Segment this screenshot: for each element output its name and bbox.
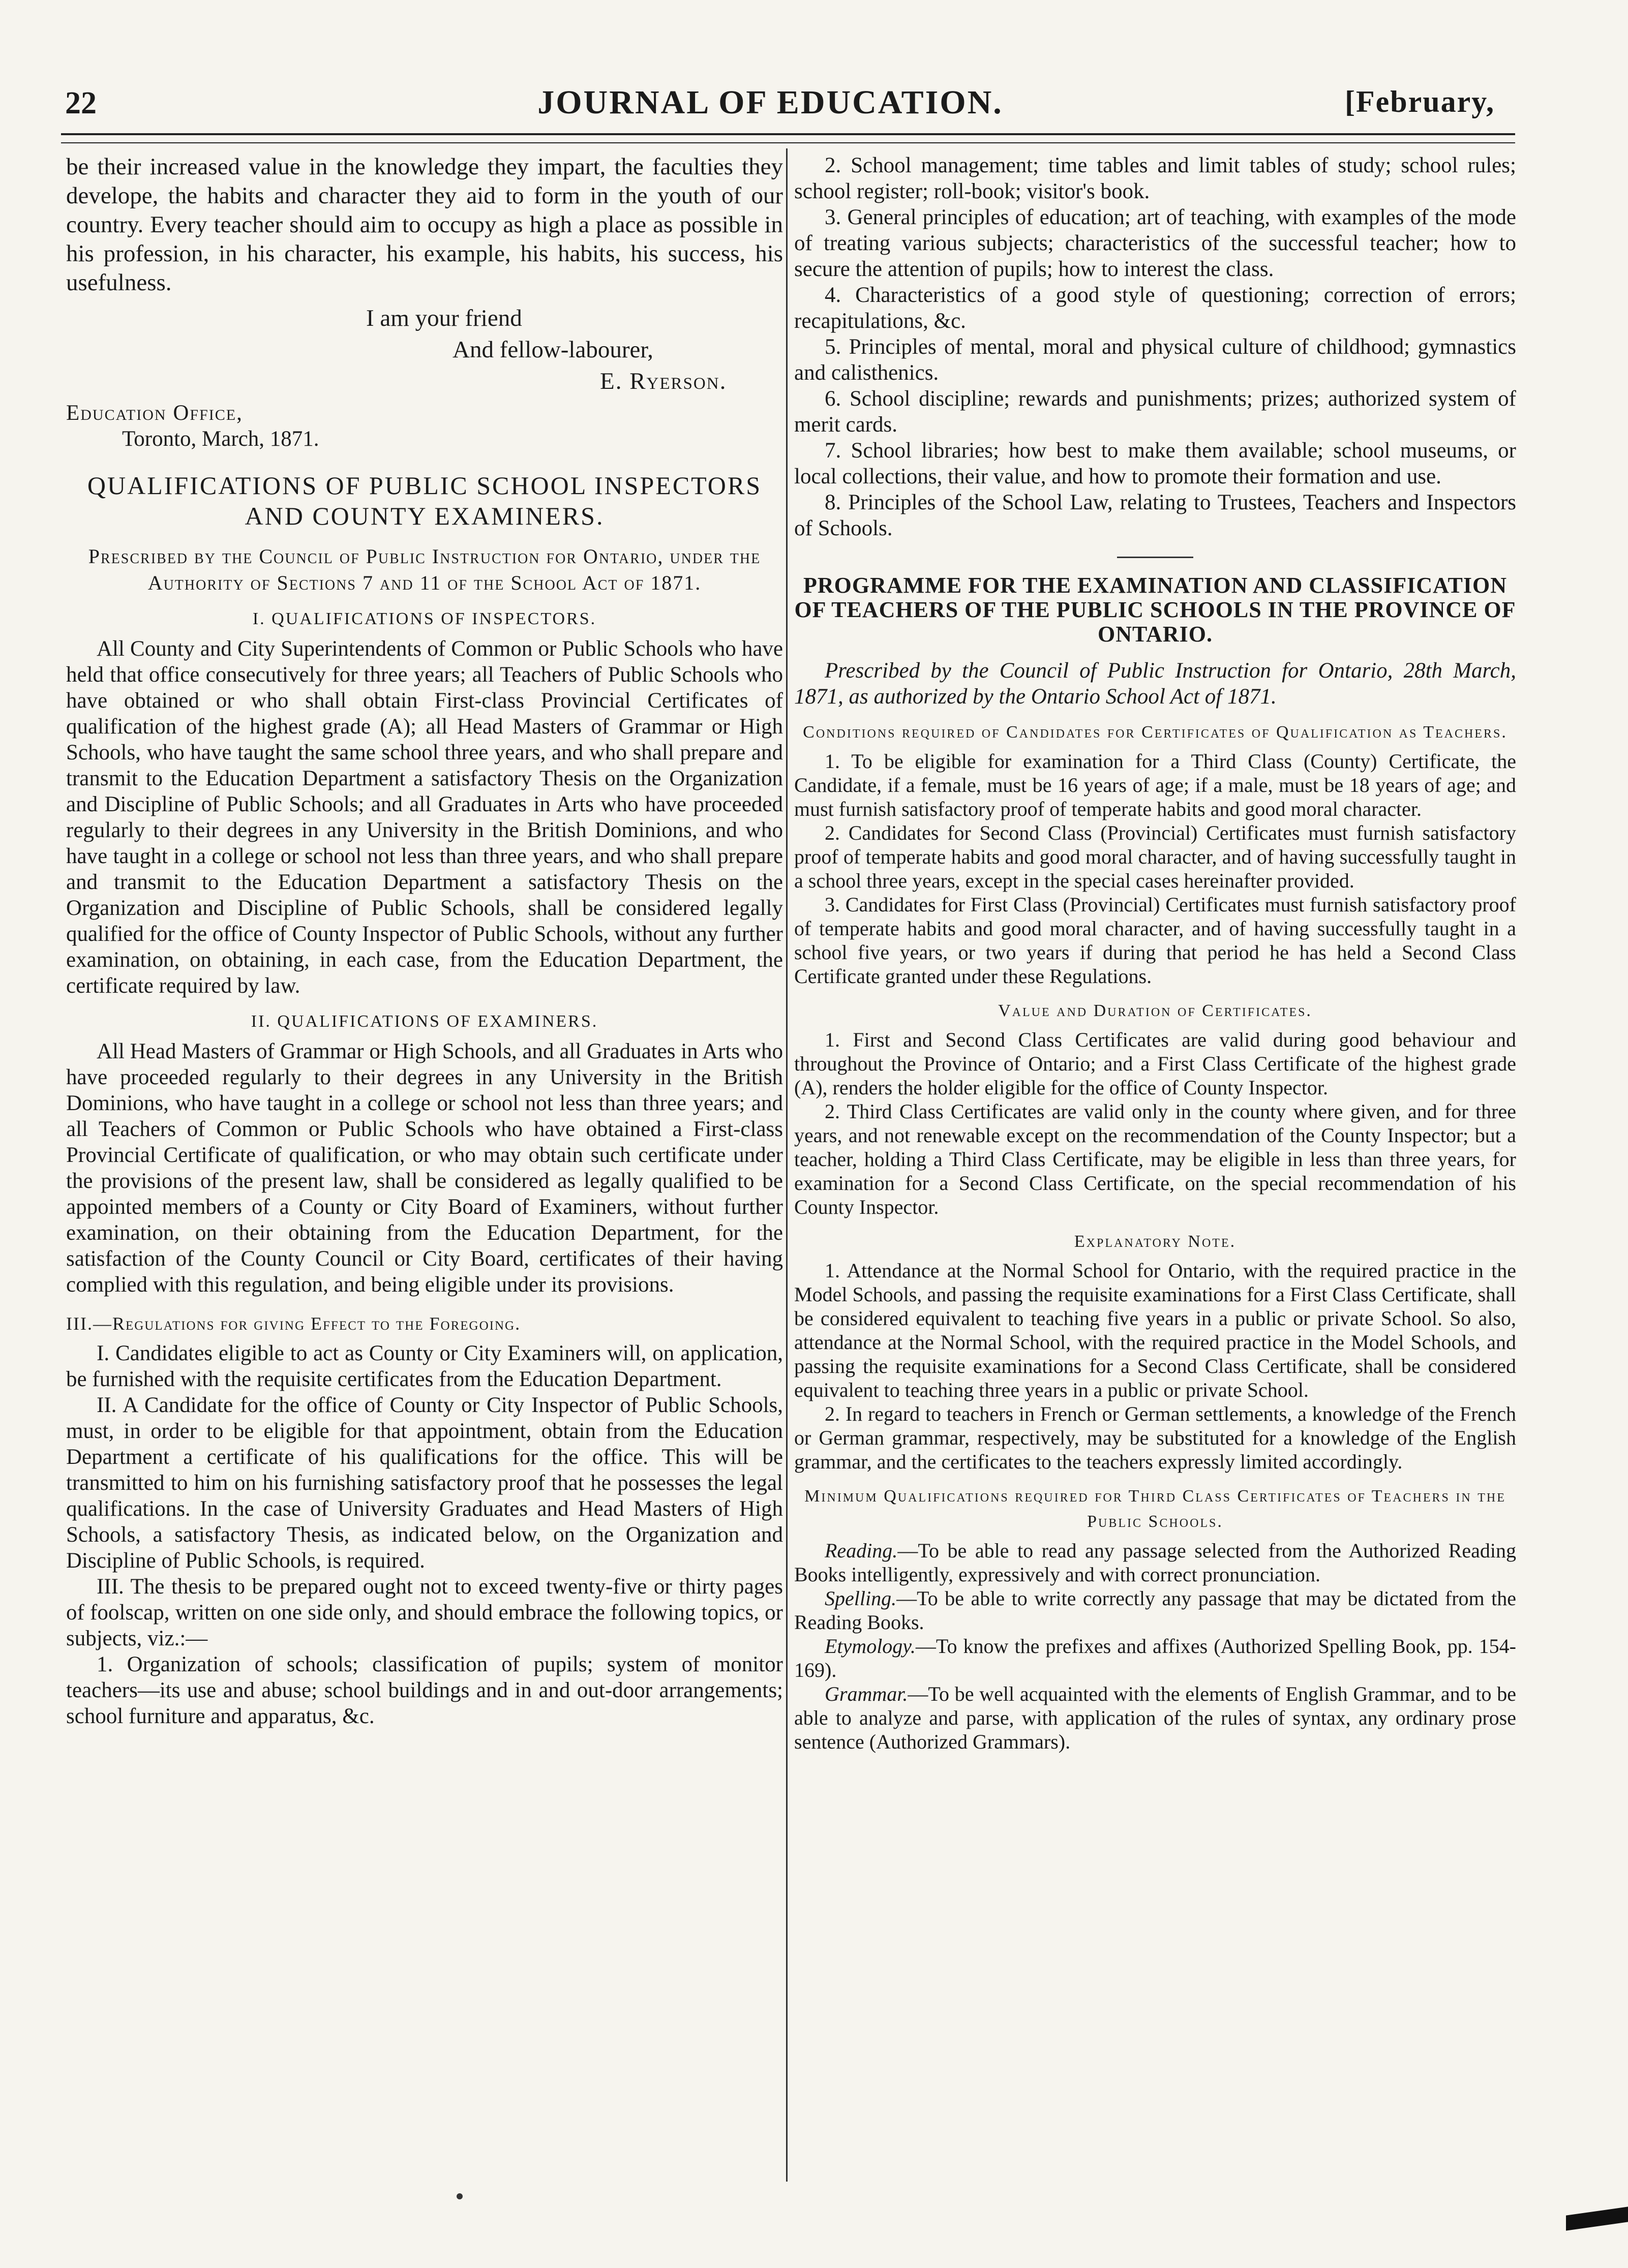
regulation-1: I. Candidates eligible to act as County or City Examiners will, on application, be furnished with the requisite certificates from the Education Department. — [66, 1341, 783, 1391]
closing-line-1: I am your friend — [366, 305, 522, 331]
section-title: QUALIFICATIONS OF PUBLIC SCHOOL INSPECTORS AND COUNTY EXAMINERS. — [87, 471, 762, 530]
page-header — [46, 76, 1495, 132]
journal-title: JOURNAL OF EDUCATION. — [537, 84, 1003, 121]
programme-prescribed: Prescribed by the Council of Public Instruction for Ontario, 28th March, 1871, as authorized by the Ontario School Act of 1871. — [794, 659, 1516, 709]
office-name: Education Office, — [66, 401, 243, 425]
scan-edge-mark — [1566, 2206, 1628, 2230]
paragraph-examiners: All Head Masters of Grammar or High Schools, and all Graduates in Arts who have proceeded regularly to their degrees in any University in the British Dominions, who have taught in a college or school not less than three years; and all Teachers of Common or Public Schools who have obtained a First-class Provincial Certificate of qualification, or who may obtain such certificate under the provisions of the present law, shall be considered as legally qualified to be appointed members of a County or City Board of Examiners, without further examination, on their obtaining from the Education Department, for the satisfaction of the County Council or City Board, certificates of their having complied with this regulation, and being eligible under its provisions. — [66, 1039, 783, 1297]
value-2: 2. Third Class Certificates are valid only in the county where given, and for three years, and not renewable except on the recommendation of the County Inspector; but a teacher, holding a Third Class Certificate, may be eligible in less than three years, for examination for a Second Class Certificate, on the special recommendation of his County Inspector. — [794, 1100, 1516, 1218]
left-column — [66, 152, 783, 1729]
programme-title: PROGRAMME FOR THE EXAMINATION AND CLASSIFICATION OF TEACHERS OF THE PUBLIC SCHOOLS IN THE PROVINCE OF ONTARIO. — [794, 573, 1516, 647]
note-2: 2. In regard to teachers in French or German settlements, a knowledge of the French or German grammar, respectively, may be substituted for a knowledge of the English grammar, and the certificates to the teachers expressly limited accordingly. — [794, 1402, 1516, 1473]
condition-1: 1. To be eligible for examination for a Third Class (County) Certificate, the Candidate, if a female, must be 16 years of age; if a male, must be 18 years of age; and must furnish satisfactory proof of temperate habits and good moral character. — [794, 750, 1516, 820]
grammar-label: Grammar. — [825, 1682, 908, 1705]
signature-name: E. Ryerson. — [600, 368, 727, 394]
etymology-label: Etymology. — [825, 1635, 916, 1658]
office-block — [66, 400, 783, 452]
subhead-regulations: III.—Regulations for giving Effect to the Foregoing. — [66, 1313, 521, 1334]
prescribed-note: Prescribed by the Council of Public Instruction for Ontario, under the Authority of Sections 7 and 11 of the School Act of 1871. — [88, 545, 761, 594]
issue-month: [February, — [1345, 85, 1495, 118]
spelling-label: Spelling. — [825, 1587, 897, 1610]
closing-block — [66, 302, 783, 397]
grammar-text: —To be well acquainted with the elements of English Grammar, and to be able to analyze and parse, with application of the rules of syntax, any ordinary prose sentence (Authorized Grammars). — [794, 1682, 1516, 1753]
regulation-3: III. The thesis to be prepared ought not to exceed twenty-five or thirty pages of foolscap, written on one side only, and should embrace the following topics, or subjects, viz.:— — [66, 1575, 783, 1650]
reading-requirement — [794, 1539, 1516, 1586]
thesis-topic-3: 3. General principles of education; art of teaching, with examples of the mode of treating various subjects; characteristics of the successful teacher; how to secure the attention of pupils; how to interest the class. — [794, 205, 1516, 281]
thesis-topic-8: 8. Principles of the School Law, relating to Trustees, Teachers and Inspectors of Schools. — [794, 491, 1516, 540]
thesis-topic-5: 5. Principles of mental, moral and physical culture of childhood; gymnastics and calisthenics. — [794, 335, 1516, 385]
reading-text: —To be able to read any passage selected from the Authorized Reading Books intelligently, expressively and with correct pronunciation. — [794, 1539, 1516, 1586]
page-dot — [457, 2193, 463, 2199]
note-1: 1. Attendance at the Normal School for Ontario, with the required practice in the Model Schools, and passing the requisite examinations for a First Class Certificate, shall be considered equivalent to teaching five years in a public or private School. So also, attendance at the Normal School, with the required practice in the Model Schools, and passing the requisite examinations for a Second Class Certificate, shall be considered equivalent to teaching three years in a public or private School. — [794, 1259, 1516, 1401]
thesis-topic-2: 2. School management; time tables and limit tables of study; school rules; school register; roll-book; visitor's book. — [794, 154, 1516, 203]
paragraph-inspectors: All County and City Superintendents of Common or Public Schools who have held that office consecutively for three years; all Teachers of Public Schools who have obtained or who shall obtain First-class Provincial Certificates of qualification of the highest grade (A); all Head Masters of Grammar or High Schools, who have taught the same school three years, and who shall prepare and transmit to the Education Department a satisfactory Thesis on the Organization and Discipline of Public Schools; and all Graduates in Arts who have proceeded regularly to their degrees in any University in the British Dominions, and who have taught in a college or school not less than three years, and who shall prepare and transmit to the Education Department a satisfactory Thesis on the Organization and Discipline of Public Schools, shall be considered legally qualified for the office of County Inspector of Public Schools, without any further examination, on obtaining, in each case, from the Education Department, the certificate required by law. — [66, 637, 783, 998]
closing-line-2: And fellow-labourer, — [453, 336, 653, 363]
etymology-text: —To know the prefixes and affixes (Authorized Spelling Book, pp. 154-169). — [794, 1635, 1516, 1681]
grammar-requirement — [794, 1682, 1516, 1754]
intro-paragraph: be their increased value in the knowledge they impart, the faculties they develope, the habits and character they aid to form in the youth of our country. Every teacher should aim to occupy as high a place as possible in his profession, in his character, his example, his habits, his success, his usefulness. — [66, 154, 783, 296]
note-heading: Explanatory Note. — [1074, 1232, 1237, 1251]
thesis-topic-1: 1. Organization of schools; classification of pupils; system of monitor teachers—its use and abuse; school buildings and in and out-door arrangements; school furniture and apparatus, &c. — [66, 1652, 783, 1728]
thesis-topic-4: 4. Characteristics of a good style of questioning; correction of errors; recapitulations, &c. — [794, 283, 1516, 333]
regulation-2: II. A Candidate for the office of County or City Inspector of Public Schools, must, in order to be eligible for that appointment, obtain from the Education Department a certificate of his qualifications for the office. This will be transmitted to him on his furnishing satisfactory proof that he possesses the legal qualifications. In the case of University Graduates and Head Masters of High Schools, a satisfactory Thesis, as indicated below, on the Organization and Discipline of Public Schools, is required. — [66, 1393, 783, 1573]
etymology-requirement — [794, 1634, 1516, 1682]
spelling-requirement — [794, 1586, 1516, 1634]
section-divider — [1117, 557, 1193, 558]
value-1: 1. First and Second Class Certificates are valid during good behaviour and throughout the Province of Ontario; and a First Class Certificate of the highest grade (A), renders the holder eligible for the office of County Inspector. — [794, 1028, 1516, 1099]
page-number: 22 — [65, 86, 97, 120]
subhead-examiners: II. QUALIFICATIONS OF EXAMINERS. — [251, 1012, 598, 1031]
header-rule — [61, 133, 1515, 143]
right-column — [794, 152, 1516, 1754]
thesis-topic-6: 6. School discipline; rewards and punishments; prizes; authorized system of merit cards. — [794, 387, 1516, 437]
minimum-qualifications-heading: Minimum Qualifications required for Third Class Certificates of Teachers in the Public Schools. — [804, 1487, 1506, 1531]
office-date: Toronto, March, 1871. — [122, 427, 319, 451]
thesis-topic-7: 7. School libraries; how best to make them available; school museums, or local collections, their value, and how to promote their formation and use. — [794, 439, 1516, 488]
reading-label: Reading. — [825, 1539, 898, 1562]
subhead-inspectors: I. QUALIFICATIONS OF INSPECTORS. — [252, 609, 597, 628]
condition-2: 2. Candidates for Second Class (Provincial) Certificates must furnish satisfactory proof of temperate habits and good moral character, and of having successfully taught in a school three years, except in the special cases hereinafter provided. — [794, 821, 1516, 892]
conditions-heading: Conditions required of Candidates for Certificates of Qualification as Teachers. — [803, 723, 1508, 742]
condition-3: 3. Candidates for First Class (Provincial) Certificates must furnish satisfactory proof of temperate habits and good moral character, and of having successfully taught in a school five years, or two years if during that period he has held a Second Class Certificate granted under these Regulations. — [794, 893, 1516, 988]
value-heading: Value and Duration of Certificates. — [998, 1001, 1312, 1020]
column-divider — [786, 148, 788, 2182]
spelling-text: —To be able to write correctly any passage that may be dictated from the Reading Books. — [794, 1587, 1516, 1634]
